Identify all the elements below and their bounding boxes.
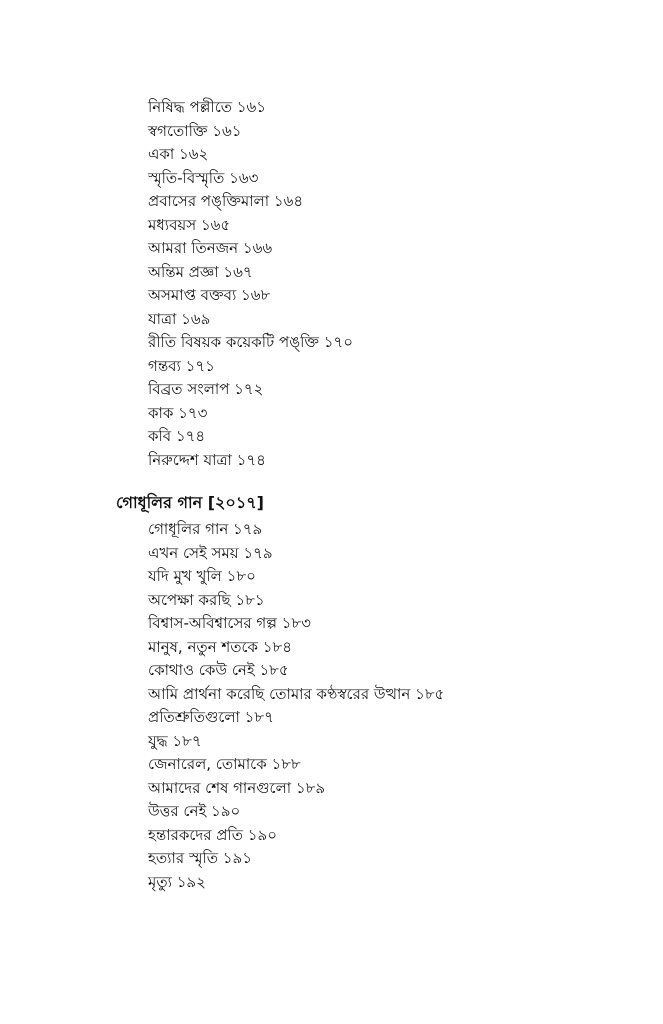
toc-entry: অপেক্ষা করছি ১৮১ <box>148 590 265 609</box>
toc-entry: আমাদের শেষ গানগুলো ১৮৯ <box>148 778 326 797</box>
toc-entry: যুদ্ধ ১৮৭ <box>148 731 202 750</box>
toc-entry: স্মৃতি-বিস্মৃতি ১৬৩ <box>148 168 259 187</box>
toc-entry: হন্তারকদের প্রতি ১৯০ <box>148 825 277 844</box>
toc-entry: নিরুদ্দেশ যাত্রা ১৭৪ <box>148 450 266 469</box>
toc-entry: বিশ্বাস-অবিশ্বাসের গল্প ১৮৩ <box>148 614 311 632</box>
toc-list-part2 <box>0 518 444 894</box>
toc-entry: প্রবাসের পঙ্‌ক্তিমালা ১৬৪ <box>148 192 304 210</box>
toc-entry: অন্তিম প্রজ্ঞা ১৬৭ <box>148 262 253 281</box>
toc-entry: কাক ১৭৩ <box>148 403 208 422</box>
section-title: গোধূলির গান [২০১৭] <box>116 493 264 512</box>
toc-entry: জেনারেল, তোমাকে ১৮৮ <box>148 755 301 773</box>
toc-entry: কোথাও কেউ নেই ১৮৫ <box>148 661 289 679</box>
toc-entry: হত্যার স্মৃতি ১৯১ <box>148 849 252 867</box>
toc-entry: যাত্রা ১৬৯ <box>148 309 211 328</box>
toc-entry: আমরা তিনজন ১৬৬ <box>148 239 273 257</box>
toc-entry: মৃত্যু ১৯২ <box>148 872 206 891</box>
toc-entry: রীতি বিষয়ক কয়েকটি পঙ্‌ক্তি ১৭০ <box>148 333 354 351</box>
toc-entry: মানুষ, নতুন শতকে ১৮৪ <box>148 637 292 656</box>
toc-entry: আমি প্রার্থনা করেছি তোমার কণ্ঠস্বরের উত্থান ১৮৫ <box>148 684 445 703</box>
toc-entry: কবি ১৭৪ <box>148 427 206 445</box>
toc-entry: নিষিদ্ধ পল্লীতে ১৬১ <box>148 98 266 116</box>
toc-entry: প্রতিশ্রুতিগুলো ১৮৭ <box>148 708 274 726</box>
toc-entry: গন্তব্য ১৭১ <box>148 356 215 375</box>
toc-entry: উত্তর নেই ১৯০ <box>148 802 241 820</box>
toc-entry: যদি মুখ খুলি ১৮০ <box>148 567 256 585</box>
toc-entry: এখন সেই সময় ১৭৯ <box>148 543 273 562</box>
toc-list-part1 <box>0 96 353 472</box>
toc-entry: একা ১৬২ <box>148 145 209 163</box>
toc-entry: মধ্যবয়স ১৬৫ <box>148 215 231 234</box>
toc-entry: স্বগতোক্তি ১৬১ <box>148 121 242 140</box>
toc-entry: গোধূলির গান ১৭৯ <box>148 520 263 538</box>
toc-entry: বিব্রত সংলাপ ১৭২ <box>148 380 264 398</box>
toc-entry: অসমাপ্ত বক্তব্য ১৬৮ <box>148 286 271 304</box>
